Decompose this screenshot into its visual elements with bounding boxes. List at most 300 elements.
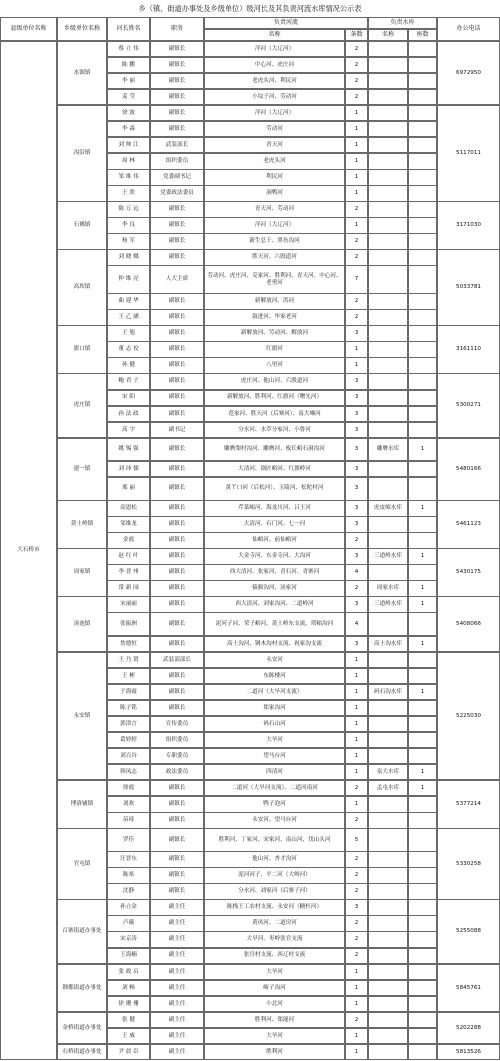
chief-position: 副镇长	[150, 580, 205, 597]
river-count: 3	[345, 548, 369, 565]
chief-position: 副镇长	[150, 684, 205, 701]
chief-position: 副主任	[150, 899, 205, 916]
river-names: 永安河、望马台河	[204, 812, 346, 829]
river-names: 胜天河、六股道河	[204, 249, 346, 266]
town-unit-name: 博洛铺镇	[57, 780, 108, 829]
town-unit-name: 虎庄镇	[57, 373, 108, 438]
river-count: 2	[345, 57, 369, 74]
river-names: 东陈楼河	[204, 668, 346, 685]
town-unit-name: 建一镇	[57, 438, 108, 501]
chief-position: 副镇长	[150, 867, 205, 884]
chief-name: 刘 晓 娜	[107, 249, 151, 266]
chief-position: 副镇长	[150, 851, 205, 868]
chief-position: 副镇长	[150, 105, 205, 122]
reservoir-count	[408, 612, 438, 636]
river-count: 1	[345, 732, 369, 749]
river-count: 2	[345, 201, 369, 218]
chief-name: 金霞	[107, 532, 151, 549]
reservoir-name	[368, 732, 409, 749]
reservoir-name	[368, 931, 409, 948]
chief-name: 常 新 园	[107, 580, 151, 597]
chief-name: 葛婷婷	[107, 732, 151, 749]
reservoir-count	[408, 477, 438, 501]
office-phone: 5033781	[437, 249, 500, 326]
river-names: 黄风河、二道房河	[204, 915, 346, 932]
reservoir-count	[408, 1012, 438, 1029]
reservoir-count: 1	[408, 438, 438, 462]
reservoir-name	[368, 964, 409, 981]
chief-name: 宋丽丽	[107, 596, 151, 613]
chief-position: 宣传委员	[150, 716, 205, 733]
reservoir-name	[368, 915, 409, 932]
reservoir-count	[408, 185, 438, 202]
chief-position: 副镇长	[150, 477, 205, 501]
chief-name: 王 旭	[107, 325, 151, 342]
reservoir-name	[368, 796, 409, 813]
river-names: 西大清河、张家河、青石河、青寨河	[204, 564, 346, 581]
reservoir-count	[408, 516, 438, 533]
river-count: 2	[345, 73, 369, 90]
river-count: 3	[345, 500, 369, 517]
river-names: 洋河（大辽河）	[204, 105, 346, 122]
reservoir-count	[408, 851, 438, 868]
river-count: 2	[345, 41, 369, 58]
reservoir-name	[368, 516, 409, 533]
reservoir-name	[368, 899, 409, 916]
chief-name: 詹德恒	[107, 636, 151, 653]
office-phone: 5845761	[437, 964, 500, 1013]
chief-position: 副镇长	[150, 883, 205, 900]
river-count: 1	[345, 185, 369, 202]
river-count: 3	[345, 516, 369, 533]
chief-position: 副镇长	[150, 438, 205, 462]
chief-name: 刘 畅	[107, 980, 151, 997]
river-names: 利民河	[204, 169, 346, 186]
reservoir-name	[368, 233, 409, 250]
chief-position: 副镇长	[150, 564, 205, 581]
header-county-unit: 县级单位名称	[0, 17, 57, 42]
reservoir-count	[408, 716, 438, 733]
reservoir-name	[368, 532, 409, 549]
river-names: 青天河	[204, 137, 346, 154]
reservoir-count	[408, 217, 438, 234]
chief-position: 副镇长	[150, 812, 205, 829]
river-count: 1	[345, 748, 369, 765]
chief-position: 副主任	[150, 1044, 205, 1061]
chief-position: 组织委员	[150, 732, 205, 749]
river-names: 老虎头河、利民河	[204, 73, 346, 90]
reservoir-count: 1	[408, 780, 438, 797]
reservoir-name: 三道岭水库	[368, 596, 409, 613]
river-count: 3	[345, 422, 369, 439]
river-count: 2	[345, 915, 369, 932]
river-count: 1	[345, 153, 369, 170]
reservoir-count	[408, 564, 438, 581]
office-phone: 5430175	[437, 548, 500, 597]
river-names: 新生总干、黑鱼沟河	[204, 233, 346, 250]
chief-name: 王 欣	[107, 185, 151, 202]
chief-name: 董 志 佼	[107, 341, 151, 358]
chief-position: 副主任	[150, 931, 205, 948]
reservoir-name	[368, 477, 409, 501]
reservoir-count	[408, 406, 438, 423]
reservoir-count	[408, 325, 438, 342]
chief-name: 邹维龙	[107, 516, 151, 533]
town-unit-name: 水源镇	[57, 41, 108, 106]
office-phone: 3171030	[437, 201, 500, 250]
river-names: 他山河、杏才沟河	[204, 851, 346, 868]
river-count: 5	[345, 828, 369, 852]
reservoir-count	[408, 249, 438, 266]
chief-position: 副镇长	[150, 461, 205, 478]
reservoir-count: 1	[408, 764, 438, 781]
chief-position: 副镇长	[150, 121, 205, 138]
reservoir-name	[368, 373, 409, 390]
reservoir-name	[368, 1028, 409, 1045]
river-names: 胜利河	[204, 1044, 346, 1061]
reservoir-name	[368, 185, 409, 202]
river-names: 四清河	[204, 764, 346, 781]
reservoir-name	[368, 406, 409, 423]
header-reservoir-group: 负责水库	[368, 17, 438, 30]
chief-position: 副镇长	[150, 293, 205, 310]
reservoir-count	[408, 980, 438, 997]
chief-name: 陈子铭	[107, 700, 151, 717]
chief-name: 张 政 启	[107, 964, 151, 981]
chief-name: 汪晋东	[107, 851, 151, 868]
chief-name: 王 彬	[107, 668, 151, 685]
river-names: 胜利河、丁家河、宋家河、南山河、伐山头河	[204, 828, 346, 852]
chief-position: 副镇长	[150, 636, 205, 653]
reservoir-count: 1	[408, 636, 438, 653]
chief-position: 专职委员	[150, 748, 205, 765]
reservoir-name	[368, 1044, 409, 1061]
chief-name: 宋京涛	[107, 931, 151, 948]
reservoir-name	[368, 668, 409, 685]
river-count: 7	[345, 265, 369, 294]
chief-name: 蔡 立 伟	[107, 41, 151, 58]
river-names: 洋河（大辽河）	[204, 217, 346, 234]
river-count: 1	[345, 764, 369, 781]
reservoir-name: 三道岭水库	[368, 548, 409, 565]
county-unit-name: 大石桥市	[0, 41, 57, 1061]
river-count: 4	[345, 564, 369, 581]
reservoir-name: 虎皮峪水库	[368, 500, 409, 517]
chief-name: 高恩松	[107, 500, 151, 517]
chief-name: 鲍 君 子	[107, 373, 151, 390]
reservoir-name: 孟屯水库	[368, 780, 409, 797]
river-count: 2	[345, 867, 369, 884]
reservoir-name	[368, 390, 409, 407]
reservoir-name	[368, 121, 409, 138]
reservoir-name	[368, 89, 409, 106]
town-unit-name: 金桥街道办事处	[57, 1012, 108, 1045]
town-unit-name: 石桥街道办事处	[57, 1044, 108, 1061]
chief-name: 李 森	[107, 121, 151, 138]
page-title: 乡（镇、街道办事处及乡级单位）级河长及其负责河流水库情况公示表	[138, 4, 362, 13]
reservoir-name	[368, 105, 409, 122]
river-names: 雕膺梨村沟河、雕膺河、板长峪石洞沟河	[204, 438, 346, 462]
reservoir-count	[408, 57, 438, 74]
chief-position: 副主任	[150, 915, 205, 932]
chief-name: 徐 珊 珊	[107, 996, 151, 1013]
river-count: 2	[345, 233, 369, 250]
chief-name: 李 良	[107, 217, 151, 234]
river-names: 青天河、劳动河	[204, 201, 346, 218]
header-reservoir-name: 名称	[368, 29, 409, 42]
chief-name: 韩凤志	[107, 764, 151, 781]
town-unit-name: 汤池镇	[57, 596, 108, 652]
river-names: 西大清河、刘家沟河、二道岭河	[204, 596, 346, 613]
reservoir-name	[368, 700, 409, 717]
header-river-name: 名称	[204, 29, 346, 42]
river-names: 芹菜峪河、海龙川河、吕王河	[204, 500, 346, 517]
river-names: 猿猴沟河、汤家河	[204, 580, 346, 597]
chief-position: 武装部长	[150, 137, 205, 154]
river-names: 八里河	[204, 357, 346, 374]
reservoir-name	[368, 249, 409, 266]
town-unit-name: 永安镇	[57, 652, 108, 781]
river-chief-table	[0, 17, 500, 1060]
office-phone: 3161110	[437, 325, 500, 374]
river-names: 大清河、石门河、七一河	[204, 516, 346, 533]
river-count: 3	[345, 461, 369, 478]
chief-name: 徐 波	[107, 105, 151, 122]
river-names: 码石山河	[204, 716, 346, 733]
river-names: 大旱河	[204, 732, 346, 749]
chief-name: 张 健	[107, 1012, 151, 1029]
reservoir-name	[368, 652, 409, 669]
river-names: 峪子沟河	[204, 980, 346, 997]
chief-name: 宋 阳	[107, 390, 151, 407]
river-count: 2	[345, 812, 369, 829]
river-count: 1	[345, 700, 369, 717]
reservoir-count	[408, 293, 438, 310]
river-names: 泥河河子、平二河（大岭河）	[204, 867, 346, 884]
chief-position: 副镇长	[150, 596, 205, 613]
chief-position: 副主任	[150, 948, 205, 965]
reservoir-count	[408, 652, 438, 669]
river-names: 鸭子泡河	[204, 796, 346, 813]
chief-name: 孙 法 政	[107, 406, 151, 423]
reservoir-count: 1	[408, 548, 438, 565]
header-chief-name: 河长姓名	[107, 17, 151, 42]
reservoir-name	[368, 41, 409, 58]
chief-name: 陈 鹏	[107, 57, 151, 74]
reservoir-name	[368, 828, 409, 852]
chief-name: 沈静	[107, 883, 151, 900]
river-count: 3	[345, 325, 369, 342]
chief-position: 副主任	[150, 980, 205, 997]
header-river-count: 条数	[345, 29, 369, 42]
river-names: 大金寺河、东金寺河、大沟河	[204, 548, 346, 565]
office-phone: 5300271	[437, 373, 500, 438]
chief-name: 尹 晨 臣	[107, 1044, 151, 1061]
chief-name: 赵 红 叶	[107, 548, 151, 565]
river-count: 2	[345, 293, 369, 310]
reservoir-count	[408, 915, 438, 932]
river-count: 1	[345, 105, 369, 122]
river-names: 大旱河	[204, 1028, 346, 1045]
reservoir-count	[408, 883, 438, 900]
river-count: 3	[345, 477, 369, 501]
chief-position: 副镇长	[150, 233, 205, 250]
chief-name: 苗琦	[107, 812, 151, 829]
office-phone: 5408066	[437, 596, 500, 652]
chief-name: 周 林	[107, 153, 151, 170]
town-unit-name: 百寨街道办事处	[57, 899, 108, 964]
town-unit-name: 沟沿镇	[57, 105, 108, 202]
reservoir-count	[408, 796, 438, 813]
reservoir-count	[408, 732, 438, 749]
reservoir-name: 雕膺水库	[368, 438, 409, 462]
office-phone: 5377214	[437, 780, 500, 829]
reservoir-count: 1	[408, 684, 438, 701]
reservoir-count	[408, 461, 438, 478]
chief-name: 李 丽	[107, 73, 151, 90]
river-names: 黄丫口河（后松河）、玉陵河、松陀村河	[204, 477, 346, 501]
river-count: 1	[345, 652, 369, 669]
chief-position: 副主任	[150, 1028, 205, 1045]
chief-name: 杨 军	[107, 233, 151, 250]
reservoir-name	[368, 309, 409, 326]
river-names: 张官村支流、西辽村支流	[204, 948, 346, 965]
reservoir-count	[408, 137, 438, 154]
reservoir-count	[408, 422, 438, 439]
river-count: 1	[345, 341, 369, 358]
reservoir-name	[368, 564, 409, 581]
reservoir-name	[368, 265, 409, 294]
chief-name: 张振洲	[107, 612, 151, 636]
chief-name: 王 乃 贤	[107, 652, 151, 669]
reservoir-name	[368, 169, 409, 186]
river-count: 1	[345, 796, 369, 813]
reservoir-name	[368, 996, 409, 1013]
river-names: 仙峪河、前仙峪河	[204, 532, 346, 549]
chief-name: 郭津言	[107, 716, 151, 733]
chief-position: 副镇长	[150, 828, 205, 852]
chief-name: 刘百谷	[107, 748, 151, 765]
chief-position: 副镇长	[150, 516, 205, 533]
header-position: 职务	[150, 17, 205, 42]
river-count: 4	[345, 612, 369, 636]
reservoir-count	[408, 265, 438, 294]
reservoir-name	[368, 293, 409, 310]
chief-name: 陈寒	[107, 867, 151, 884]
river-count: 2	[345, 580, 369, 597]
chief-position: 副主任	[150, 964, 205, 981]
chief-position: 武装部部长	[150, 652, 205, 669]
chief-name: 刘欢	[107, 796, 151, 813]
river-names: 泥河子河、荣子峪河、黄土岭东支流、塔峪沟河	[204, 612, 346, 636]
reservoir-count	[408, 169, 438, 186]
chief-position: 党委政法委员	[150, 185, 205, 202]
reservoir-name	[368, 748, 409, 765]
reservoir-count	[408, 899, 438, 916]
reservoir-name	[368, 612, 409, 636]
river-names: 新解放河、洪河	[204, 293, 346, 310]
river-count: 2	[345, 851, 369, 868]
chief-position: 副镇长	[150, 780, 205, 797]
reservoir-name	[368, 1012, 409, 1029]
chief-position: 副主任	[150, 996, 205, 1013]
reservoir-count	[408, 390, 438, 407]
reservoir-count	[408, 532, 438, 549]
river-count: 2	[345, 883, 369, 900]
reservoir-count: 1	[408, 580, 438, 597]
river-names: 中心河、虎庄河	[204, 57, 346, 74]
reservoir-count	[408, 931, 438, 948]
chief-name: 王 乙 涵	[107, 309, 151, 326]
chief-position: 副镇长	[150, 357, 205, 374]
river-names: 新解放河、劳动河、解放河	[204, 325, 346, 342]
reservoir-count: 1	[408, 596, 438, 613]
reservoir-name	[368, 716, 409, 733]
river-count: 1	[345, 121, 369, 138]
river-names: 胜利河、郑能河	[204, 1012, 346, 1029]
river-names: 郑家沟河	[204, 700, 346, 717]
reservoir-name	[368, 422, 409, 439]
river-names: 新解放河、胜利河、红旗河（曙光河）	[204, 390, 346, 407]
river-count: 1	[345, 716, 369, 733]
chief-position: 副镇长	[150, 373, 205, 390]
chief-name: 姚 锡 强	[107, 438, 151, 462]
reservoir-count	[408, 948, 438, 965]
chief-name: 王海楠	[107, 948, 151, 965]
river-count: 2	[345, 532, 369, 549]
reservoir-count	[408, 668, 438, 685]
reservoir-count	[408, 996, 438, 1013]
river-names: 鼓进河、毕家老河	[204, 309, 346, 326]
river-count: 3	[345, 596, 369, 613]
reservoir-count	[408, 309, 438, 326]
chief-name: 高 宇	[107, 422, 151, 439]
river-count: 2	[345, 1012, 369, 1029]
header-phone: 办公电话	[437, 17, 500, 42]
chief-name: 陈 万 远	[107, 201, 151, 218]
chief-name: 仲 维 亮	[107, 265, 151, 294]
chief-position: 副镇长	[150, 796, 205, 813]
river-names: 洋河（大辽河）	[204, 41, 346, 58]
reservoir-name	[368, 812, 409, 829]
river-count: 3	[345, 406, 369, 423]
reservoir-count	[408, 201, 438, 218]
chief-position: 副镇长	[150, 668, 205, 685]
chief-position: 副镇长	[150, 325, 205, 342]
river-names: 洞鸭河	[204, 185, 346, 202]
reservoir-name	[368, 325, 409, 342]
town-unit-name: 黄土岭镇	[57, 500, 108, 549]
chief-name: 刘 沛 儒	[107, 461, 151, 478]
reservoir-count	[408, 1028, 438, 1045]
reservoir-name	[368, 851, 409, 868]
chief-name: 孙立金	[107, 899, 151, 916]
reservoir-name	[368, 341, 409, 358]
reservoir-name: 周家水库	[368, 580, 409, 597]
chief-position: 副镇长	[150, 548, 205, 565]
river-names: 永安河	[204, 652, 346, 669]
office-phone: 5480166	[437, 438, 500, 501]
river-count: 1	[345, 668, 369, 685]
office-phone: 5202288	[437, 1012, 500, 1045]
reservoir-name	[368, 867, 409, 884]
office-phone: 5255088	[437, 899, 500, 964]
river-count: 1	[345, 169, 369, 186]
reservoir-name	[368, 153, 409, 170]
chief-name: 李 晋 州	[107, 564, 151, 581]
reservoir-name	[368, 137, 409, 154]
river-names: 虎庄河、他山河、六股道河	[204, 373, 346, 390]
